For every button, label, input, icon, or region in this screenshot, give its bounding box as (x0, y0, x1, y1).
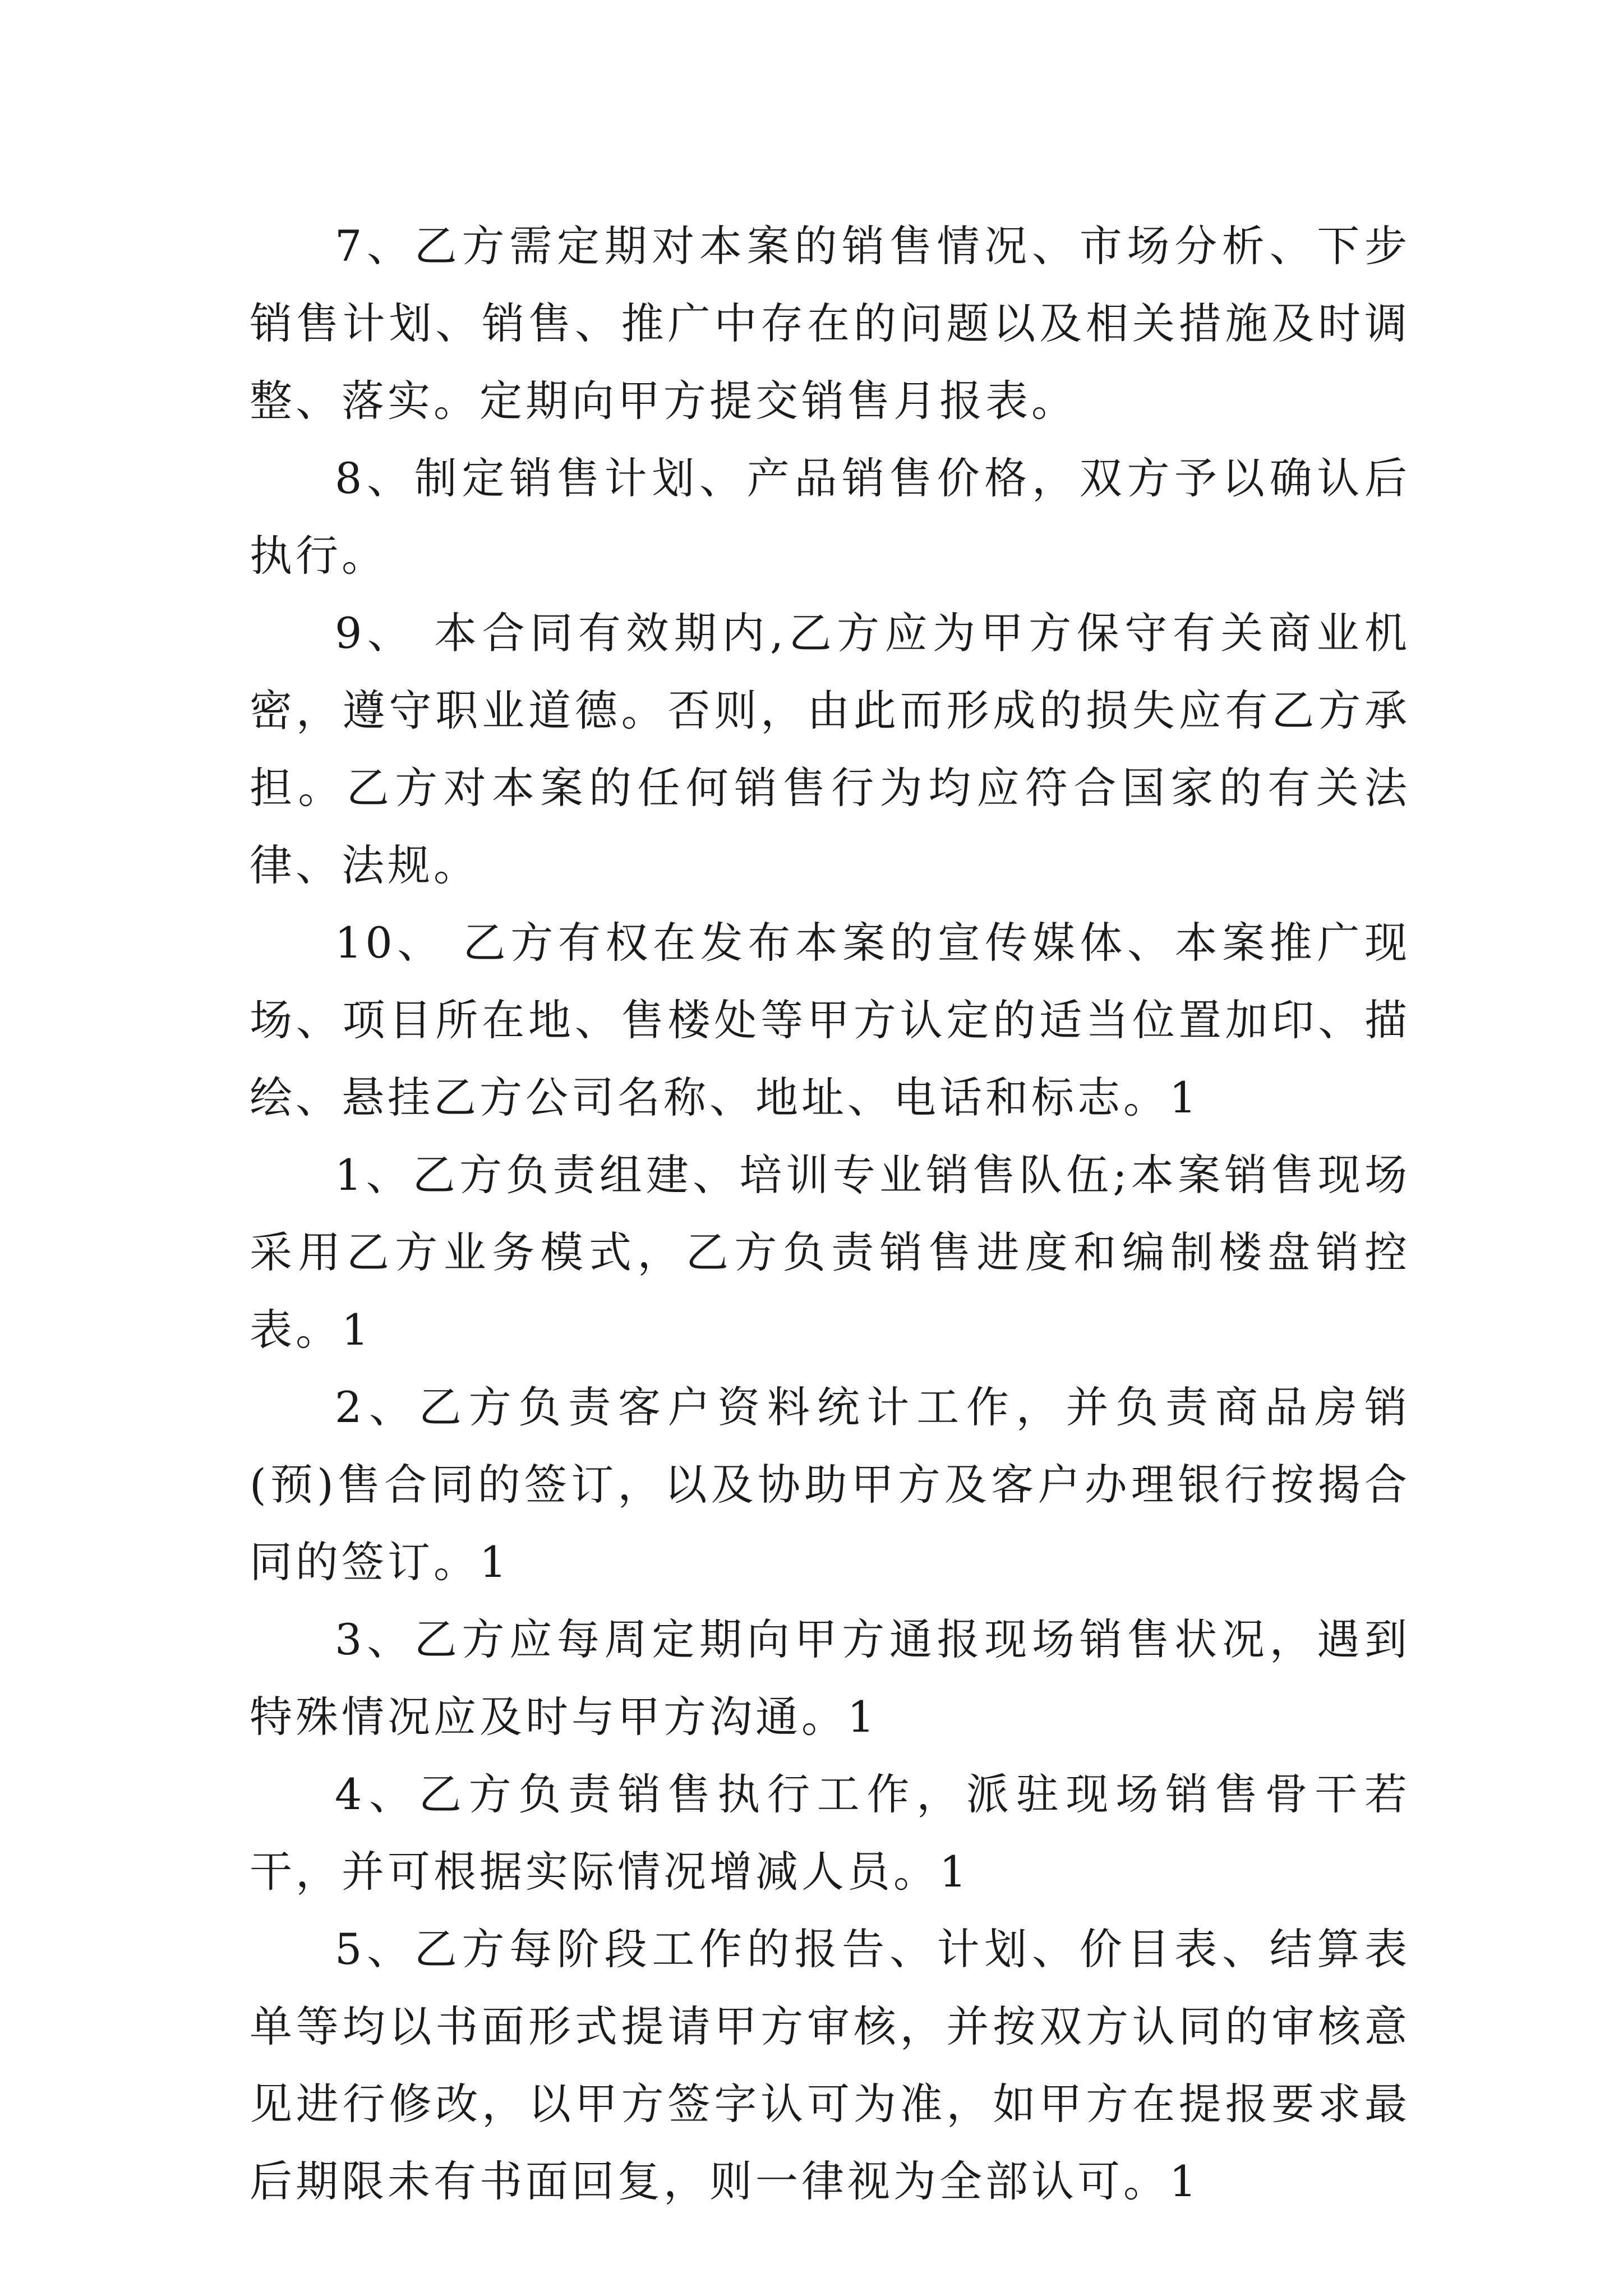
clause-5-paragraph: 5、乙方每阶段工作的报告、计划、价目表、结算表单等均以书面形式提请甲方审核，并按双方认同的审核意见进行修改，以甲方签字认可为准，如甲方在提报要求最后期限未有书面回复，则一律视为全部认可。1 (250, 1924, 1410, 2206)
clause-9-paragraph: 9、 本合同有效期内,乙方应为甲方保守有关商业机密，遵守职业道德。否则，由此而形成的损失应有乙方承担。乙方对本案的任何销售行为均应符合国家的有关法律、法规。 (250, 608, 1410, 890)
clause-3-paragraph: 3、乙方应每周定期向甲方通报现场销售状况，遇到特殊情况应及时与甲方沟通。1 (250, 1614, 1410, 1742)
clause-1-paragraph: 1、乙方负责组建、培训专业销售队伍;本案销售现场采用乙方业务模式，乙方负责销售进度和编制楼盘销控表。1 (250, 1150, 1410, 1355)
clause-10-paragraph: 10、 乙方有权在发布本案的宣传媒体、本案推广现场、项目所在地、售楼处等甲方认定的适当位置加印、描绘、悬挂乙方公司名称、地址、电话和标志。1 (250, 918, 1410, 1122)
clause-8-paragraph: 8、制定销售计划、产品销售价格，双方予以确认后执行。 (250, 453, 1410, 581)
document-body (250, 208, 1410, 2220)
clause-4-paragraph: 4、乙方负责销售执行工作，派驻现场销售骨干若干，并可根据实际情况增减人员。1 (250, 1769, 1410, 1897)
clause-7-paragraph: 7、乙方需定期对本案的销售情况、市场分析、下步销售计划、销售、推广中存在的问题以及相关措施及时调整、落实。定期向甲方提交销售月报表。 (250, 221, 1410, 426)
clause-2-paragraph: 2、乙方负责客户资料统计工作，并负责商品房销(预)售合同的签订，以及协助甲方及客户办理银行按揭合同的签订。1 (250, 1382, 1410, 1587)
